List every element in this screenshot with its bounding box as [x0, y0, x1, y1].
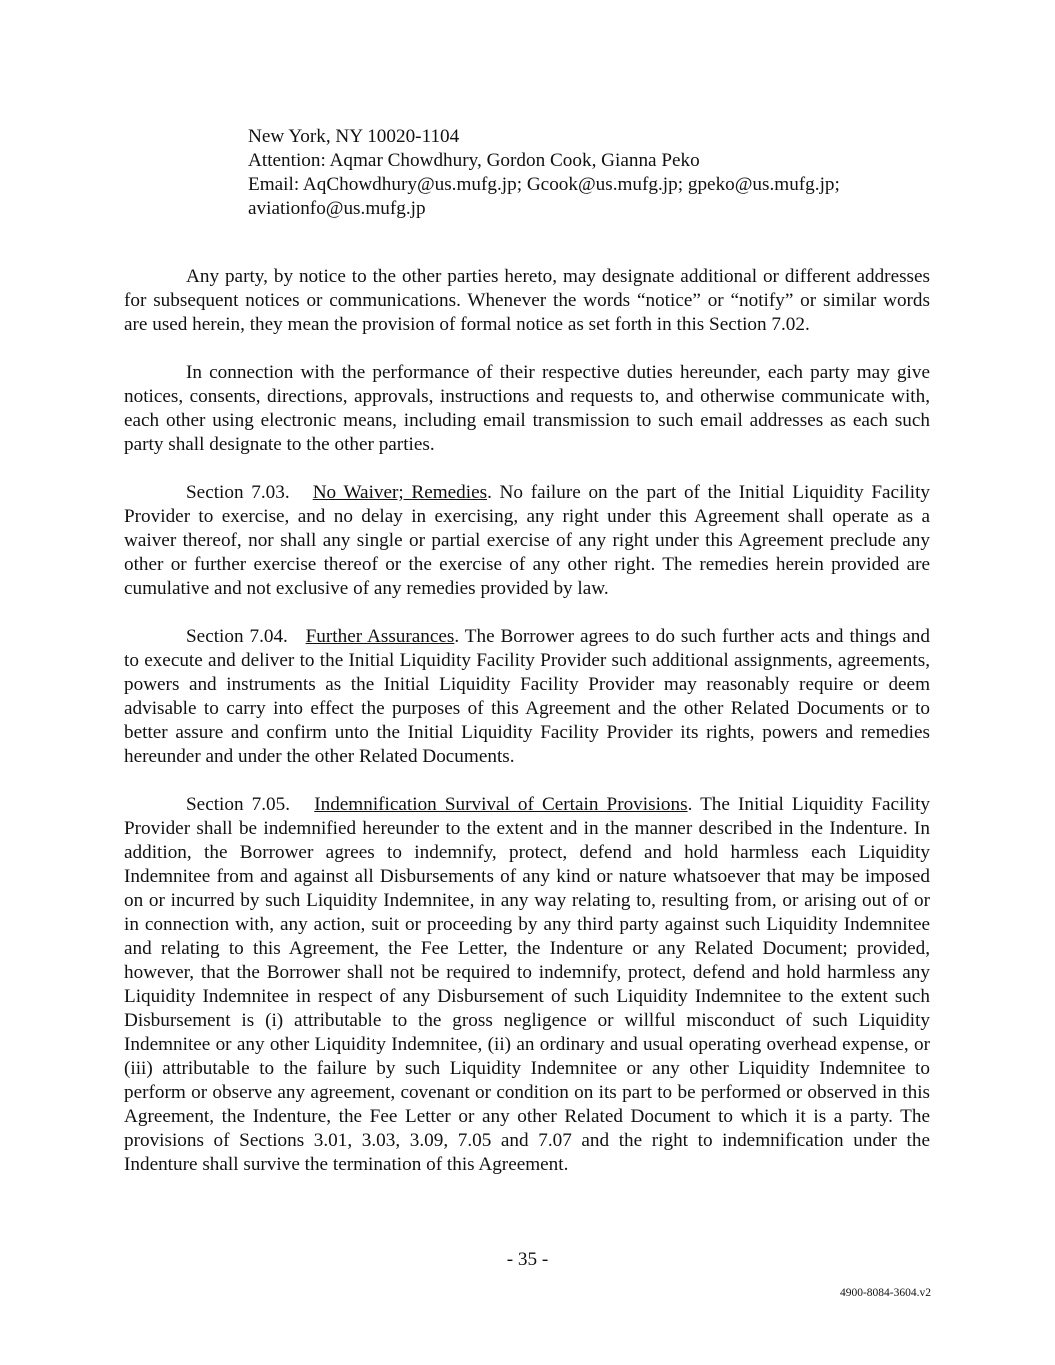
section-7-05-number: Section 7.05.: [186, 794, 290, 815]
section-7-05: [124, 793, 930, 1177]
paragraph-electronic-communication: In connection with the performance of their respective duties hereunder, each party may give notices, consents, directions, approvals, instructions and requests to, and otherwise communicate with, each other using electronic means, including email transmission to such email addresses as each such party shall designate to the other parties.: [124, 362, 930, 455]
section-7-03-text: . No failure on the part of the Initial Liquidity Facility Provider to exercise, and no delay in exercising, any right under this Agreement shall operate as a waiver thereof, nor shall any single or partial exercise of any right under this Agreement preclude any other or further exercise thereof or the exercise of any other right. The remedies herein provided are cumulative and not exclusive of any remedies provided by law.: [124, 482, 930, 599]
section-7-04-number: Section 7.04.: [186, 626, 288, 647]
section-7-05-heading: Indemnification Survival of Certain Provisions: [314, 794, 688, 815]
paragraph-notice-addresses: Any party, by notice to the other parties hereto, may designate additional or different addresses for subsequent notices or communications. Whenever the words “notice” or “notify” or similar words are used herein, they mean the provision of formal notice as set forth in this Section 7.02.: [124, 266, 930, 335]
address-email-line: Email: AqChowdhury@us.mufg.jp; Gcook@us.mufg.jp; gpeko@us.mufg.jp;: [248, 174, 840, 195]
section-7-03: [124, 481, 930, 601]
address-attention-line: Attention: Aqmar Chowdhury, Gordon Cook, Gianna Peko: [248, 150, 700, 171]
document-id: 4900-8084-3604.v2: [839, 1287, 931, 1299]
section-7-04-text: . The Borrower agrees to do such further acts and things and to execute and deliver to the Initial Liquidity Facility Provider such additional assignments, agreements, powers and instruments as the Initial Liquidity Facility Provider may reasonably require or deem advisable to carry into effect the purposes of this Agreement and the other Related Documents or to better assure and confirm unto the Initial Liquidity Facility Provider its rights, powers and remedies hereunder and under the other Related Documents.: [124, 626, 930, 767]
address-city-line: New York, NY 10020-1104: [248, 126, 460, 147]
document-body: [124, 265, 930, 1201]
section-7-04: [124, 625, 930, 769]
section-7-03-heading: No Waiver; Remedies: [312, 482, 488, 503]
address-email-line-continued: aviationfo@us.mufg.jp: [248, 198, 426, 219]
section-7-04-heading: Further Assurances: [305, 626, 455, 647]
section-7-05-text: . The Initial Liquidity Facility Provider shall be indemnified hereunder to the extent and in the manner described in the Indenture. In addition, the Borrower agrees to indemnify, protect, defend and hold harmless each Liquidity Indemnitee from and against all Disbursements of any kind or nature whatsoever that may be imposed on or incurred by such Liquidity Indemnitee, in any way relating to, resulting from, or arising out of or in connection with, any action, suit or proceeding by any third party against such Liquidity Indemnitee and relating to this Agreement, the Fee Letter, the Indenture or any Related Document; provided, however, that the Borrower shall not be required to indemnify, protect, defend and hold harmless any Liquidity Indemnitee in respect of any Disbursement of such Liquidity Indemnitee to the extent such Disbursement is (i) attributable to the gross negligence or willful misconduct of such Liquidity Indemnitee or any other Liquidity Indemnitee, (ii) an ordinary and usual operating overhead expense, or (iii) attributable to the failure by such Liquidity Indemnitee or any other Liquidity Indemnitee to perform or observe any agreement, covenant or condition on its part to be performed or observed in this Agreement, the Indenture, the Fee Letter or any other Related Document to which it is a party. The provisions of Sections 3.01, 3.03, 3.09, 7.05 and 7.07 and the right to indemnification under the Indenture shall survive the termination of this Agreement.: [124, 794, 930, 1175]
section-7-03-number: Section 7.03.: [186, 482, 290, 503]
address-block: [248, 125, 968, 221]
page-number: - 35 -: [506, 1249, 549, 1270]
